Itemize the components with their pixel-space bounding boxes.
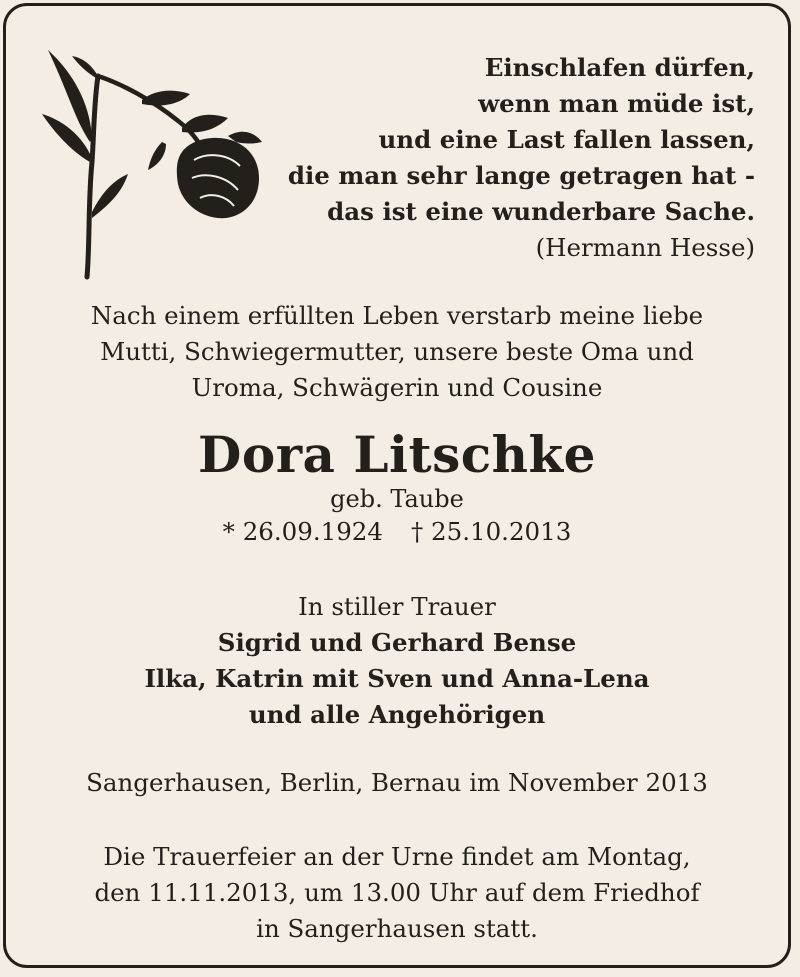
announcement-line: Mutti, Schwiegermutter, unsere beste Oma und (100, 337, 694, 366)
life-dates (6, 516, 788, 548)
deceased-name: Dora Litschke (197, 425, 596, 484)
service-line: in Sangerhausen statt. (256, 914, 538, 943)
quote-line: Einschlafen dürfen, (484, 53, 755, 82)
service-line: Die Trauerfeier an der Urne findet am Montag, (103, 842, 691, 871)
birth-date: * 26.09.1924 (222, 517, 383, 546)
death-announcement (6, 298, 788, 406)
quote-line: und eine Last fallen lassen, (378, 125, 755, 154)
mourner-name: Sigrid und Gerhard Bense (217, 628, 577, 657)
mourning-heading: In stiller Trauer (298, 592, 496, 621)
hesse-quote (288, 50, 755, 266)
quote-line: wenn man müde ist, (478, 89, 755, 118)
obituary-card (3, 3, 791, 968)
mourner-name: Ilka, Katrin mit Sven und Anna-Lena (144, 664, 650, 693)
place-and-date: Sangerhausen, Berlin, Bernau im November 2013 (86, 768, 708, 797)
mourners-block (6, 589, 788, 733)
service-line: den 11.11.2013, um 13.00 Uhr auf dem Friedhof (94, 878, 700, 907)
quote-line: das ist eine wunderbare Sache. (327, 197, 755, 226)
maiden-name: geb. Taube (330, 485, 464, 513)
mourner-name: und alle Angehörigen (248, 700, 546, 729)
announcement-line: Uroma, Schwägerin und Cousine (191, 373, 603, 402)
funeral-service-info (6, 839, 788, 947)
death-date: † 25.10.2013 (411, 517, 572, 546)
wilted-rose-icon (32, 42, 267, 282)
quote-author: (Hermann Hesse) (535, 233, 755, 262)
quote-line: die man sehr lange getragen hat - (287, 161, 755, 190)
announcement-line: Nach einem erfüllten Leben verstarb meine liebe (90, 301, 704, 330)
